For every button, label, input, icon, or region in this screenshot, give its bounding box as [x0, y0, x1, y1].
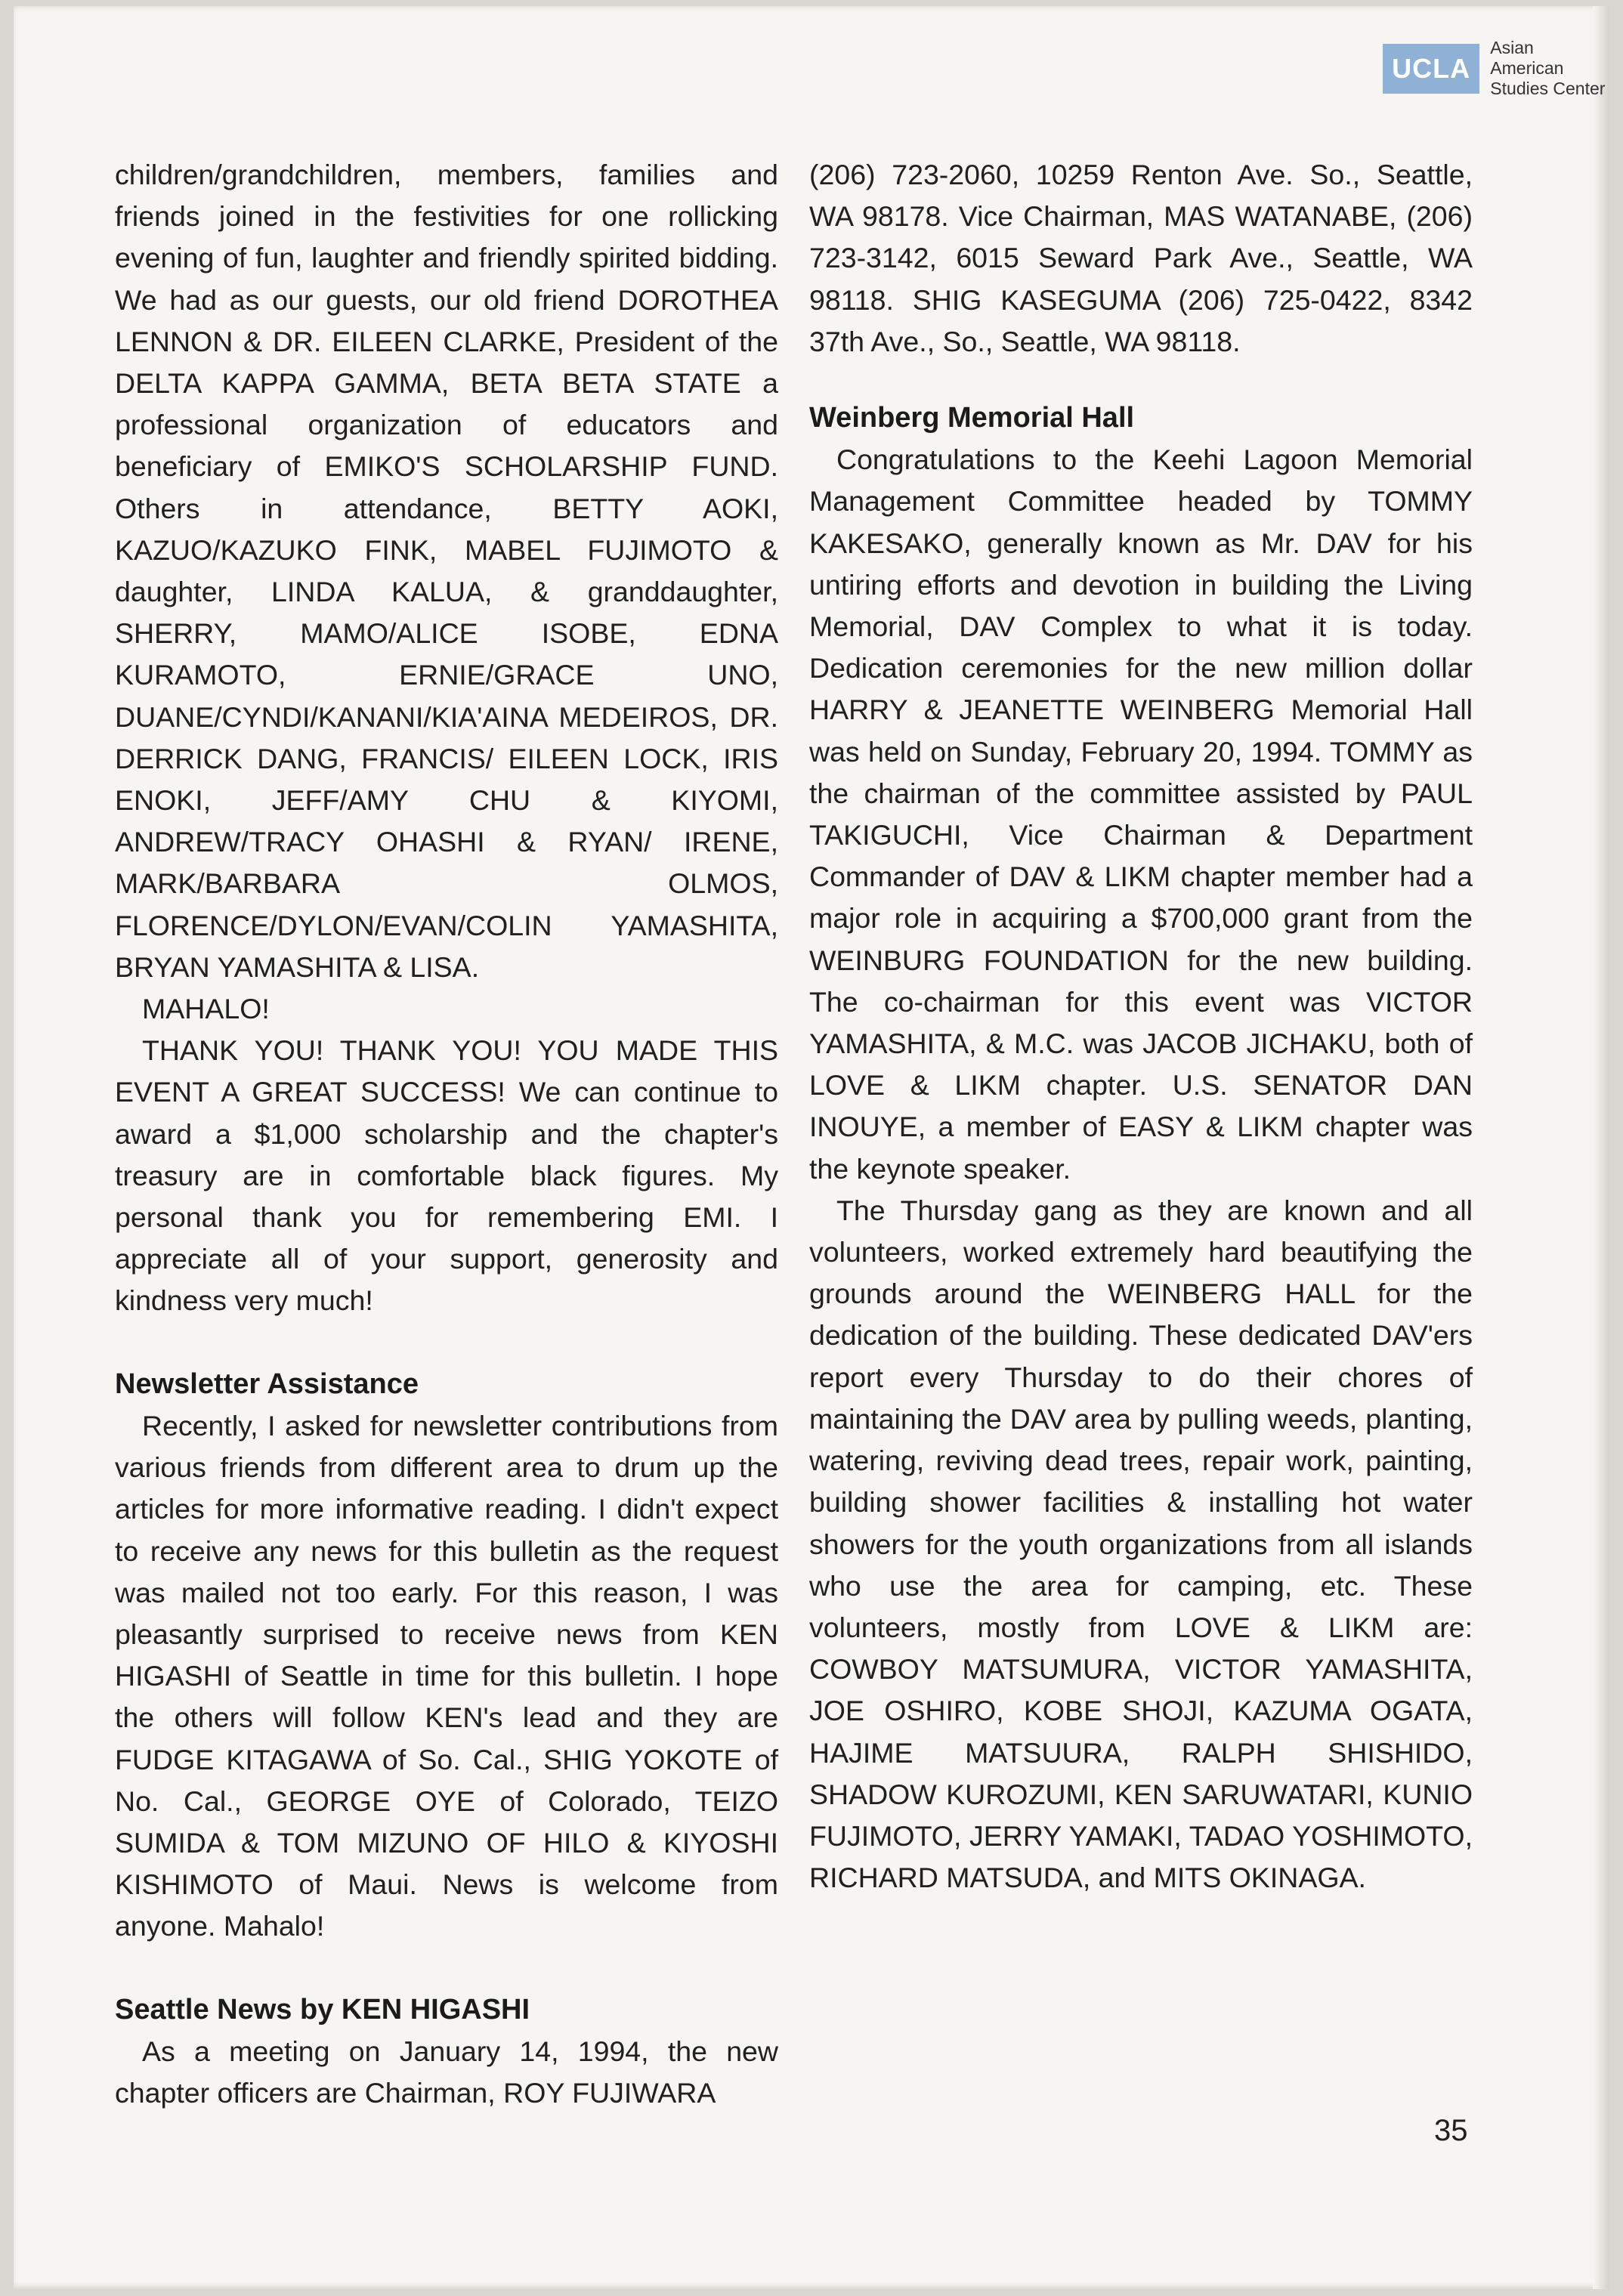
right-column	[809, 154, 1473, 1899]
ucla-logo: UCLA	[1383, 44, 1479, 94]
page-spine-shadow	[1593, 6, 1609, 2289]
paragraph: Recently, I asked for newsletter contributions from various friends from different area to drum up the articles for more informative reading. I didn't expect to receive any news for this bulletin as the request was mailed not too early. For this reason, I was pleasantly surprised to receive news from KEN HIGASHI of Seattle in time for this bulletin. I hope the others will follow KEN's lead and they are FUDGE KITAGAWA of So. Cal., SHIG YOKOTE of No. Cal., GEORGE OYE of Colorado, TEIZO SUMIDA & TOM MIZUNO OF HILO & KIYOSHI KISHIMOTO of Maui. News is welcome from anyone. Mahalo!	[115, 1409, 778, 1942]
paragraph: The Thursday gang as they are known and all volunteers, worked extremely hard beautifying the grounds around the WEINBERG HALL for the dedication of the building. These dedicated DAV'ers report every Thursday to do their chores of maintaining the DAV area by pulling weeds, planting, watering, reviving dead trees, repair work, painting, building shower facilities & installing hot water showers for the youth organizations from all islands who use the area for camping, etc. These volunteers, mostly from LOVE & LIKM are: COWBOY MATSUMURA, VICTOR YAMASHITA, JOE OSHIRO, KOBE SHOJI, KAZUMA OGATA, HAJIME MATSUURA, RALPH SHISHIDO, SHADOW KUROZUMI, KEN SARUWATARI, KUNIO FUJIMOTO, JERRY YAMAKI, TADAO YOSHIMOTO, RICHARD MATSUDA, and MITS OKINAGA.	[809, 1194, 1473, 1894]
section-heading: Newsletter Assistance	[115, 1367, 419, 1400]
section-heading: Weinberg Memorial Hall	[809, 402, 1135, 434]
paragraph: THANK YOU! THANK YOU! YOU MADE THIS EVENT A GREAT SUCCESS! We can continue to award a $1,000 scholarship and the chapter's treasury are in comfortable black figures. My personal thank you for remembering EMI. I appreciate all of your support, generosity and kindness very much!	[115, 1034, 778, 1317]
badge-caption-line2: Studies Center	[1490, 79, 1606, 98]
paragraph: children/grandchildren, members, families and friends joined in the festivities for one rollicking evening of fun, laughter and friendly spirited bidding. We had as our guests, our old friend DOROTHEA LENNON & DR. EILEEN CLARKE, President of the DELTA KAPPA GAMMA, BETA BETA STATE a professional organization of educators and beneficiary of EMIKO'S SCHOLARSHIP FUND. Others in attendance, BETTY AOKI, KAZUO/KAZUKO FINK, MABEL FUJIMOTO & daughter, LINDA KALUA, & granddaughter, SHERRY, MAMO/ALICE ISOBE, EDNA KURAMOTO, ERNIE/GRACE UNO, DUANE/CYNDI/KANANI/KIA'AINA MEDEIROS, DR. DERRICK DANG, FRANCIS/ EILEEN LOCK, IRIS ENOKI, JEFF/AMY CHU & KIYOMI, ANDREW/TRACY OHASHI & RYAN/ IRENE, MARK/BARBARA OLMOS, FLORENCE/DYLON/EVAN/COLIN YAMASHITA, BRYAN YAMASHITA & LISA.	[115, 159, 778, 983]
paragraph: Congratulations to the Keehi Lagoon Memorial Management Committee headed by TOMMY KAKESAKO, generally known as Mr. DAV for his untiring efforts and devotion in building the Living Memorial, DAV Complex to what it is today. Dedication ceremonies for the new million dollar HARRY & JEANETTE WEINBERG Memorial Hall was held on Sunday, February 20, 1994. TOMMY as the chairman of the committee assisted by PAUL TAKIGUCHI, Vice Chairman & Department Commander of DAV & LIKM chapter member had a major role in acquiring a $700,000 grant from the WEINBURG FOUNDATION for the new building. The co-chairman for this event was VICTOR YAMASHITA, & M.C. was JACOB JICHAKU, both of LOVE & LIKM chapter. U.S. SENATOR DAN INOUYE, a member of EASY & LIKM chapter was the keynote speaker.	[809, 443, 1473, 1185]
paragraph: As a meeting on January 14, 1994, the new chapter officers are Chairman, ROY FUJIWARA	[115, 2035, 778, 2109]
page-number: 35	[1434, 2114, 1468, 2147]
badge-caption-line1: Asian American	[1490, 38, 1564, 78]
section-heading: Seattle News by KEN HIGASHI	[115, 1993, 530, 2026]
paragraph: MAHALO!	[142, 993, 270, 1025]
document-page	[14, 6, 1609, 2289]
paragraph: (206) 723-2060, 10259 Renton Ave. So., Seattle, WA 98178. Vice Chairman, MAS WATANABE, (206) 723-3142, 6015 Seward Park Ave., Seattle, WA 98118. SHIG KASEGUMA (206) 725-0422, 8342 37th Ave., So., Seattle, WA 98118.	[809, 159, 1473, 357]
badge-caption	[1490, 38, 1609, 99]
ucla-badge	[1383, 38, 1609, 99]
left-column	[115, 154, 778, 2114]
